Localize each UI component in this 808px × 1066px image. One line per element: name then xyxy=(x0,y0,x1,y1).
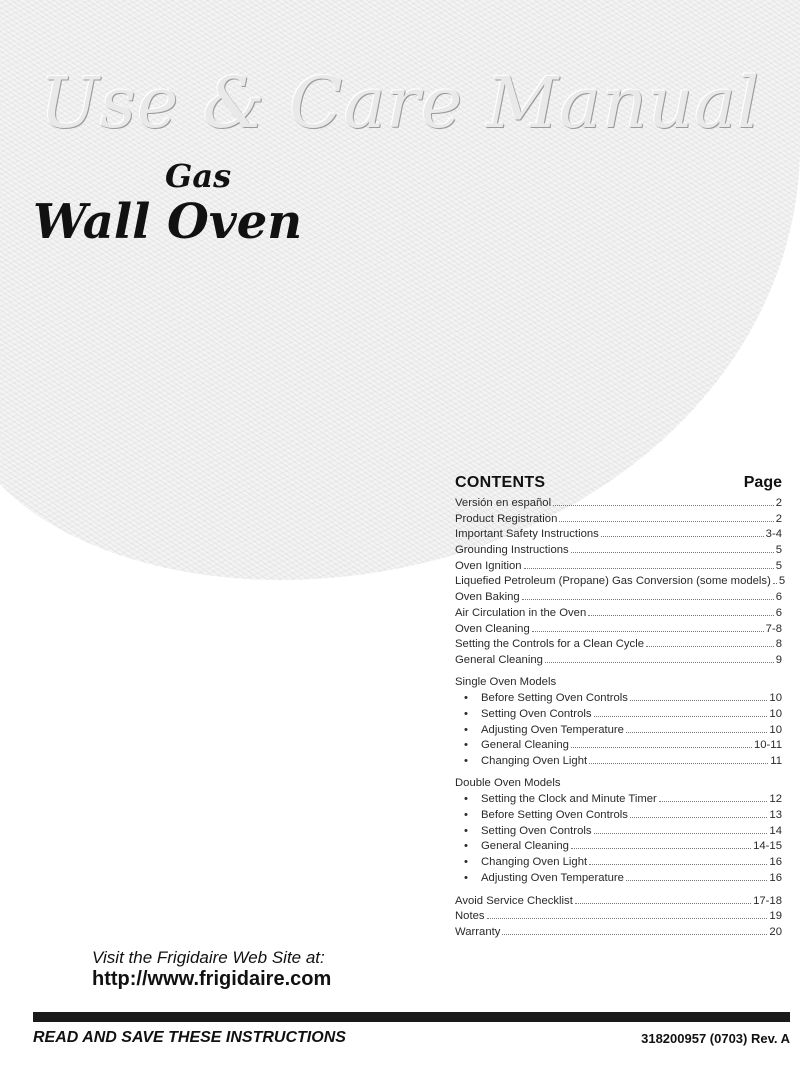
toc-item-page: 16 xyxy=(769,856,782,869)
toc-item-page: 14-15 xyxy=(753,840,782,853)
toc-item-label: Oven Cleaning xyxy=(455,622,530,635)
dot-leader xyxy=(559,511,773,522)
toc-subitem xyxy=(455,823,782,839)
toc-item xyxy=(455,636,782,652)
dot-leader xyxy=(601,526,764,537)
toc-item-page: 5 xyxy=(778,575,786,588)
toc-item-label: Product Registration xyxy=(455,512,558,525)
single-oven-title: Single Oven Models xyxy=(455,675,557,688)
toc-item-label: Before Setting Oven Controls xyxy=(481,692,628,705)
contents-header xyxy=(455,474,782,492)
dot-leader xyxy=(594,706,768,717)
toc-item-label: General Cleaning xyxy=(455,653,543,666)
dot-leader xyxy=(626,722,767,733)
toc-main-list xyxy=(455,495,786,668)
toc-item-page: 9 xyxy=(775,653,782,666)
toc-item-label: General Cleaning xyxy=(481,840,569,853)
toc-item xyxy=(455,924,782,940)
toc-item-label: Warranty xyxy=(455,925,501,938)
toc-item xyxy=(455,605,782,621)
website-url[interactable]: http://www.frigidaire.com xyxy=(92,968,332,990)
toc-item xyxy=(455,542,782,558)
toc-item-label: Avoid Service Checklist xyxy=(455,894,573,907)
toc-item-label: Setting Oven Controls xyxy=(481,707,592,720)
toc-item-label: Changing Oven Light xyxy=(481,755,588,767)
toc-item-page: 20 xyxy=(769,925,782,938)
website-label: Visit the Frigidaire Web Site at: xyxy=(92,948,325,967)
table-of-contents xyxy=(455,474,786,940)
bullet-icon: • xyxy=(464,723,468,736)
dot-leader xyxy=(589,753,768,764)
bullet-icon: • xyxy=(464,707,468,720)
dot-leader xyxy=(630,690,767,701)
dot-leader xyxy=(646,636,774,647)
dot-leader xyxy=(532,621,764,632)
toc-subitem xyxy=(455,722,782,738)
dot-leader xyxy=(487,908,768,919)
single-oven-list xyxy=(455,690,782,768)
bullet-icon: • xyxy=(464,871,468,884)
toc-item xyxy=(455,893,782,909)
bullet-icon: • xyxy=(464,856,468,869)
dot-leader xyxy=(630,807,767,818)
toc-item xyxy=(455,511,782,527)
dot-leader xyxy=(575,893,751,904)
dot-leader xyxy=(571,838,751,849)
toc-item-label: Setting Oven Controls xyxy=(481,824,592,837)
bullet-icon: • xyxy=(464,739,468,752)
toc-item xyxy=(455,495,782,511)
toc-item xyxy=(455,652,782,668)
dot-leader xyxy=(589,854,767,865)
toc-item-label: Before Setting Oven Controls xyxy=(481,809,628,822)
double-oven-title: Double Oven Models xyxy=(455,776,561,789)
part-number: 318200957 (0703) Rev. A xyxy=(641,1031,790,1046)
toc-item-page: 5 xyxy=(775,544,782,557)
toc-item-label: Changing Oven Light xyxy=(481,856,588,869)
toc-item xyxy=(455,621,782,637)
toc-subitem xyxy=(455,706,782,722)
dot-leader xyxy=(522,589,774,600)
bullet-icon: • xyxy=(464,755,468,767)
toc-item-label: General Cleaning xyxy=(481,739,569,752)
dot-leader xyxy=(545,652,774,663)
toc-item-page: 10 xyxy=(769,723,782,736)
toc-item-page: 6 xyxy=(775,591,782,604)
double-oven-list xyxy=(455,791,782,885)
double-oven-section xyxy=(455,776,782,886)
toc-item-page: 3-4 xyxy=(765,528,782,541)
toc-item-label: Adjusting Oven Temperature xyxy=(481,871,624,884)
product-name: Wall Oven xyxy=(33,194,303,250)
toc-item-page: 10-11 xyxy=(753,739,782,752)
manual-title: Use & Care Manual xyxy=(40,62,761,144)
toc-item-label: Liquefied Petroleum (Propane) Gas Conversion (some models) xyxy=(455,575,771,588)
bullet-icon: • xyxy=(464,793,468,806)
dot-leader xyxy=(588,605,773,616)
toc-subitem xyxy=(455,854,782,870)
toc-subitem xyxy=(455,737,782,753)
fuel-type: Gas xyxy=(165,157,232,195)
toc-item-page: 11 xyxy=(770,755,782,767)
toc-item-label: Setting the Clock and Minute Timer xyxy=(481,793,657,806)
toc-item-page: 2 xyxy=(775,497,782,509)
dot-leader xyxy=(594,823,768,834)
toc-item xyxy=(455,908,782,924)
bullet-icon: • xyxy=(464,809,468,822)
toc-item-page: 10 xyxy=(769,707,782,720)
toc-subitem xyxy=(455,870,782,886)
toc-item-label: Air Circulation in the Oven xyxy=(455,606,587,619)
dot-leader xyxy=(571,542,774,553)
toc-item-label: Important Safety Instructions xyxy=(455,528,599,541)
dot-leader xyxy=(553,495,774,506)
toc-subitem xyxy=(455,690,782,706)
dot-leader xyxy=(659,791,768,802)
toc-item xyxy=(455,573,786,589)
toc-item-label: Oven Ignition xyxy=(455,559,522,572)
bullet-icon: • xyxy=(464,824,468,837)
contents-page-label: Page xyxy=(743,474,782,491)
toc-item-label: Setting the Controls for a Clean Cycle xyxy=(455,638,645,651)
toc-item xyxy=(455,589,782,605)
dot-leader xyxy=(524,558,774,569)
toc-item-page: 10 xyxy=(769,692,782,705)
save-instructions-notice: READ AND SAVE THESE INSTRUCTIONS xyxy=(33,1029,346,1046)
toc-item-page: 14 xyxy=(769,824,782,837)
toc-item-label: Adjusting Oven Temperature xyxy=(481,723,624,736)
bullet-icon: • xyxy=(464,692,468,705)
bullet-icon: • xyxy=(464,840,468,853)
toc-item-page: 19 xyxy=(769,910,782,923)
toc-item-page: 2 xyxy=(775,512,782,525)
single-oven-section xyxy=(455,675,782,769)
toc-item-label: Grounding Instructions xyxy=(455,544,569,557)
dot-leader xyxy=(626,870,767,881)
toc-item-page: 17-18 xyxy=(753,894,782,907)
toc-item-label: Versión en español xyxy=(455,497,552,509)
toc-subitem xyxy=(455,753,782,769)
toc-subitem xyxy=(455,807,782,823)
toc-item-page: 16 xyxy=(769,871,782,884)
toc-item-page: 5 xyxy=(775,559,782,572)
toc-subitem xyxy=(455,791,782,807)
toc-item-label: Notes xyxy=(455,910,485,923)
toc-item-page: 8 xyxy=(775,638,782,651)
toc-subitem xyxy=(455,838,782,854)
toc-item-page: 12 xyxy=(769,793,782,806)
toc-item-page: 13 xyxy=(769,809,782,822)
toc-closing-list xyxy=(455,893,782,940)
dot-leader xyxy=(502,924,767,935)
contents-heading: CONTENTS xyxy=(455,474,546,491)
dot-leader xyxy=(571,737,752,748)
dot-leader xyxy=(773,573,777,584)
toc-item xyxy=(455,558,782,574)
toc-item-page: 7-8 xyxy=(765,622,782,635)
toc-item xyxy=(455,526,782,542)
toc-item-page: 6 xyxy=(775,606,782,619)
toc-item-label: Oven Baking xyxy=(455,591,520,604)
footer-divider-bar xyxy=(33,1012,790,1022)
